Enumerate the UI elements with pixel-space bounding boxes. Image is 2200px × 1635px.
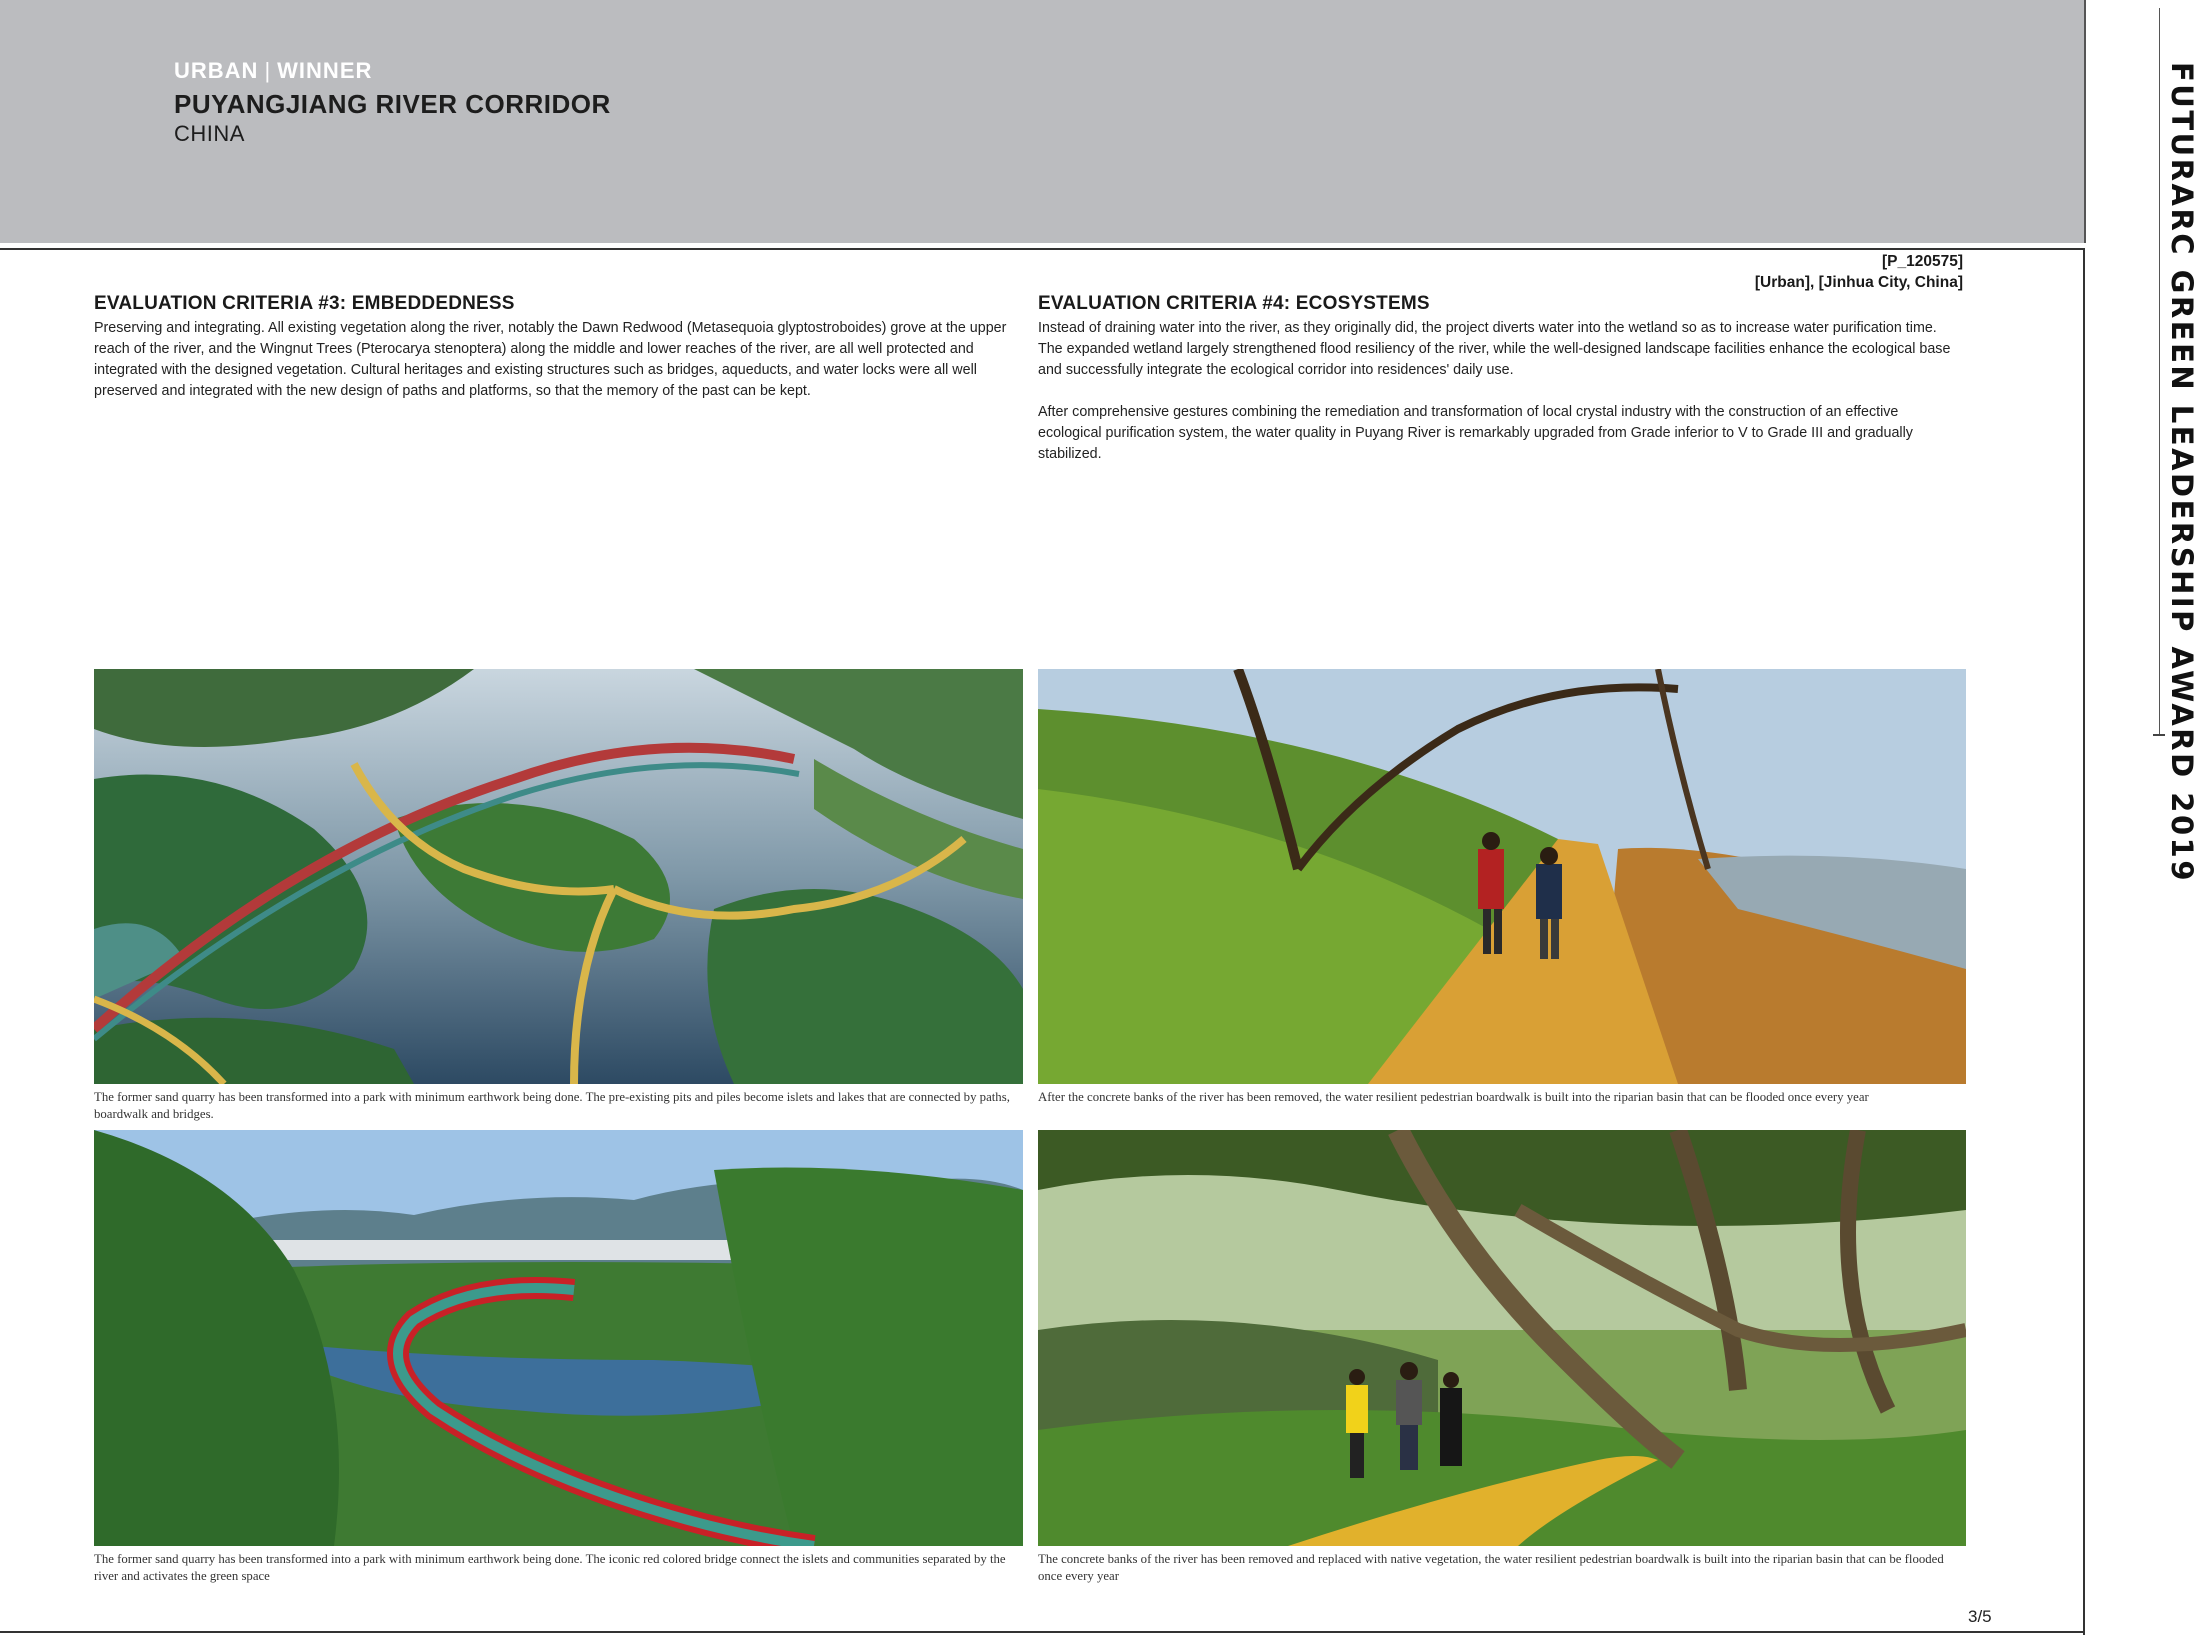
- criteria4-body: [1038, 318, 1963, 486]
- side-rule: [2159, 8, 2160, 734]
- photo-3-caption: The former sand quarry has been transformed into a park with minimum earthwork being done. The iconic red colored bridge connect the islets and communities separated by the river and activates the green space: [94, 1552, 1006, 1583]
- category-label: URBAN: [174, 58, 259, 83]
- project-id: [P_120575]: [1881, 253, 1963, 270]
- side-tick: [2153, 734, 2165, 736]
- project-id-block: [1755, 251, 1963, 293]
- criteria4-heading: EVALUATION CRITERIA #4: ECOSYSTEMS: [1038, 293, 1430, 314]
- category-separator: |: [264, 58, 272, 83]
- criteria3-body: [94, 318, 1014, 423]
- criteria3-paragraph: Preserving and integrating. All existing vegetation along the river, notably the Dawn Redwood (Metasequoia glyptostroboides) grove at the upper reach of the river, and the Wingnut Trees (Pterocarya stenoptera) along the middle and lower reaches of the river, are all well protected and integrated with the designed vegetation. Cultural heritages and existing structures such as bridges, aqueducts, and water locks were all well preserved and integrated with the new design of paths and platforms, so that the memory of the past can be kept.: [94, 320, 1007, 399]
- page-number: 3/5: [1968, 1607, 1992, 1626]
- photo-red-bridge: [94, 1130, 1023, 1546]
- project-country: CHINA: [174, 121, 245, 146]
- criteria3-heading: EVALUATION CRITERIA #3: EMBEDDEDNESS: [94, 293, 515, 314]
- side-award-title: FUTURARC GREEN LEADERSHIP AWARD 2019: [2165, 62, 2199, 884]
- frame-right-line: [2083, 248, 2085, 1635]
- photo-1-caption: The former sand quarry has been transformed into a park with minimum earthwork being done. The pre-existing pits and piles become islets and lakes that are connected by paths, boardwalk and bridges.: [94, 1090, 1010, 1121]
- project-tags: [Urban], [Jinhua City, China]: [1754, 274, 1963, 291]
- criteria4-paragraph-1: Instead of draining water into the river, as they originally did, the project diverts water into the wetland so as to increase water purification time. The expanded wetland largely strengthened flood resiliency of the river, while the well-designed landscape facilities enhance the ecological base and successfully integrate the ecological corridor into residences' daily use.: [1038, 320, 1951, 378]
- header-band: [0, 0, 2084, 243]
- frame-top-line: [0, 248, 2085, 250]
- photo-4-caption: The concrete banks of the river has been removed and replaced with native vegetation, the water resilient pedestrian boardwalk is built into the riparian basin that can be flooded once every year: [1038, 1552, 1944, 1583]
- photo-2-caption: After the concrete banks of the river has been removed, the water resilient pedestrian boardwalk is built into the riparian basin that can be flooded once every year: [1038, 1090, 1869, 1104]
- criteria4-paragraph-2: After comprehensive gestures combining the remediation and transformation of local crystal industry with the construction of an effective ecological purification system, the water quality in Puyang River is remarkably upgraded from Grade inferior to V to Grade III and gradually stabilized.: [1038, 404, 1913, 462]
- photo-aerial-wetland: [94, 669, 1023, 1084]
- header-category: [174, 58, 372, 84]
- photo-riverside-path: [1038, 669, 1966, 1084]
- photo-tree-walkway: [1038, 1130, 1966, 1546]
- status-label: WINNER: [277, 58, 373, 83]
- header-divider: [2084, 0, 2086, 243]
- project-title: PUYANGJIANG RIVER CORRIDOR: [174, 89, 611, 119]
